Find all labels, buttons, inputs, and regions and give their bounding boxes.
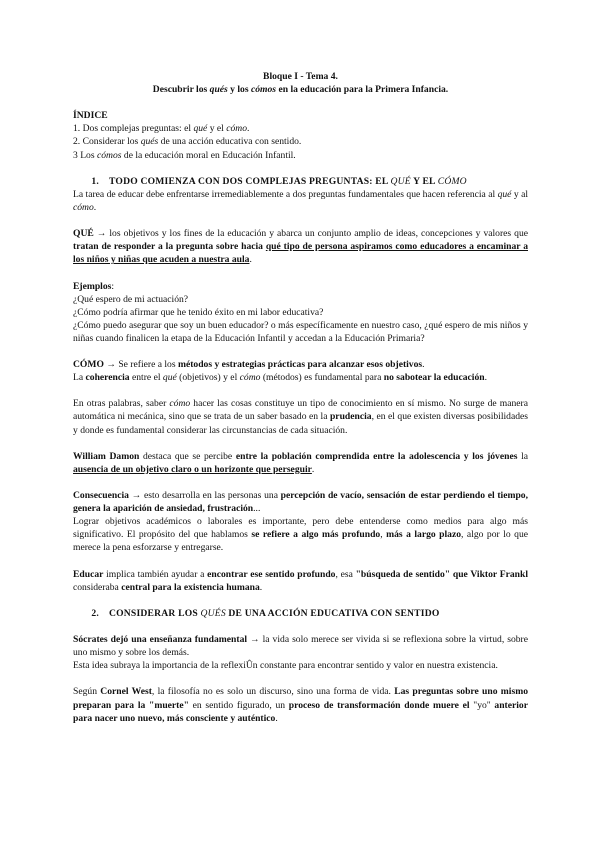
text-run: Educar bbox=[73, 568, 104, 580]
text-run: , algo por lo que merece la pena esforzarse y entregarse. bbox=[73, 529, 529, 554]
text-run: en la educación para la Primera Infancia bbox=[276, 84, 446, 96]
section-number: 1. bbox=[91, 175, 99, 187]
example-question bbox=[73, 293, 528, 306]
index-item-3 bbox=[73, 149, 528, 162]
text-run: . bbox=[247, 123, 250, 135]
text-run: Lograr objetivos académicos o laborales es importante, pero debe entenderse como medios para algo más significativo. El propósito del que hablamos bbox=[73, 516, 528, 541]
paragraph bbox=[73, 489, 528, 515]
text-run: de una acción educativa con sentido. bbox=[158, 136, 302, 148]
text-run: Descubrir los bbox=[152, 84, 210, 96]
text-run: y el bbox=[207, 123, 227, 135]
text-run: . bbox=[259, 581, 263, 593]
paragraph bbox=[73, 568, 528, 594]
text-run: encontrar ese sentido profundo bbox=[207, 568, 336, 580]
text-run: TODO COMIENZA CON DOS COMPLEJAS PREGUNTAS: EL bbox=[109, 175, 391, 187]
text-run: "muerte" bbox=[149, 699, 189, 711]
text-run: Bloque I - Tema 4. bbox=[263, 71, 338, 82]
text-run: Las preguntas sobre uno mismo preparan para la bbox=[73, 686, 528, 711]
text-run: (métodos) es fundamental para bbox=[260, 372, 384, 384]
text-run: Ejemplos bbox=[73, 280, 112, 292]
text-run: más a largo plazo bbox=[386, 529, 462, 541]
text-run: implica también ayudar a bbox=[103, 568, 208, 580]
text-run: 3 Los bbox=[73, 149, 97, 161]
index-heading bbox=[73, 109, 528, 122]
text-run: Sócrates dejó una enseñanza fundamental bbox=[73, 634, 248, 646]
text-run: "búsqueda de sentido" que Viktor Frankl bbox=[355, 568, 528, 580]
text-run: QUÉS bbox=[200, 607, 226, 619]
text-run: cómos bbox=[96, 149, 122, 161]
text-run: y al bbox=[511, 188, 528, 200]
text-run: CÓMO bbox=[437, 175, 467, 187]
text-run: → Se refiere a los bbox=[103, 359, 178, 371]
text-run: prudencia bbox=[329, 411, 372, 423]
paragraph bbox=[73, 515, 528, 554]
text-run: . bbox=[484, 372, 487, 384]
text-run: , la filosofía no es solo un discurso, sino una forma de vida. bbox=[151, 686, 395, 698]
text-run: cómo bbox=[73, 201, 94, 213]
text-run: la bbox=[517, 450, 529, 462]
text-run: qué tipo de persona aspiramos como educadores a encaminar a los niños y niñas que acuden a nuestra aula bbox=[73, 241, 528, 266]
text-run: cómo bbox=[239, 372, 261, 384]
text-run: (objetivos) y el bbox=[176, 372, 240, 384]
paragraph bbox=[73, 188, 528, 214]
document-subtitle bbox=[73, 83, 528, 96]
text-run: Consecuencia bbox=[73, 490, 129, 501]
section-2-heading bbox=[73, 607, 528, 620]
section-1-heading bbox=[73, 175, 528, 188]
text-run: consideraba bbox=[73, 581, 122, 593]
section-title bbox=[109, 608, 440, 619]
text-run: cómo bbox=[226, 123, 247, 135]
text-run: ¿Qué espero de mi actuación? bbox=[73, 293, 189, 305]
example-question bbox=[73, 319, 528, 345]
text-run: cómos bbox=[250, 84, 277, 96]
text-run: → esto desarrolla en las personas una bbox=[128, 490, 281, 501]
paragraph bbox=[73, 685, 528, 724]
text-run: 1. Dos complejas preguntas: el bbox=[73, 123, 194, 135]
section-title bbox=[109, 176, 467, 187]
text-run: entre el bbox=[129, 372, 163, 384]
text-run: . bbox=[311, 463, 315, 475]
text-run: CÓMO bbox=[73, 359, 104, 371]
text-run: anterior para nacer uno nuevo, más consciente y auténtico bbox=[73, 699, 528, 724]
text-run: cómo bbox=[169, 398, 191, 410]
text-run: La bbox=[73, 372, 86, 384]
index-item-1 bbox=[73, 122, 528, 135]
index-item-2 bbox=[73, 135, 528, 148]
paragraph bbox=[73, 633, 528, 659]
text-run: proceso de transformación donde muere el bbox=[288, 699, 470, 711]
text-run: qués bbox=[140, 136, 159, 148]
example-question bbox=[73, 306, 528, 319]
text-run: . bbox=[422, 359, 425, 371]
text-run: En otras palabras, saber bbox=[73, 398, 170, 410]
text-run: ¿Cómo podría afirmar que he tenido éxito en mi labor educativa? bbox=[73, 306, 324, 318]
text-run: en sentido figurado, un bbox=[188, 699, 289, 711]
text-run: destaca que se percibe bbox=[139, 450, 236, 462]
text-run: ... bbox=[253, 503, 261, 515]
text-run: ¿Cómo puedo asegurar que soy un buen educador? o más específicamente en nuestro caso, ¿qué espero de mis niños y niñas cuando finalicen la etapa de la Educación Infantil y accedan a la Educación Primaria? bbox=[73, 319, 528, 344]
text-run: Y EL bbox=[410, 175, 438, 187]
text-run: → la vida solo merece ser vivida si se reflexiona sobre la virtud, sobre uno mismo y sobre los demás. bbox=[73, 634, 528, 659]
text-run: , en el que existen diversas posibilidades y donde es fundamental considerar las circunstancias de cada situación. bbox=[73, 411, 528, 436]
text-run: coherencia bbox=[85, 372, 130, 384]
text-run: 2. Considerar los bbox=[73, 136, 141, 148]
text-run: → los objetivos y los fines de la educación y abarca un conjunto amplio de ideas, concepciones y valores que bbox=[93, 228, 528, 240]
paragraph bbox=[73, 397, 528, 436]
paragraph bbox=[73, 659, 528, 672]
text-run: percepción de vacío, sensación de estar perdiendo el tiempo, genera la aparición de ansiedad, frustración bbox=[73, 490, 528, 515]
text-run: William Damon bbox=[73, 450, 140, 462]
text-run: hacer las cosas constituye un tipo de conocimiento en sí mismo. No surge de manera automática ni mecánica, sino que se trata de un saber basado en la bbox=[73, 398, 528, 423]
paragraph-que bbox=[73, 227, 528, 266]
text-run: qué bbox=[162, 372, 177, 384]
paragraph bbox=[73, 450, 528, 476]
text-run: QUÉ bbox=[390, 175, 411, 187]
text-run: entre la población comprendida entre la adolescencia y los jóvenes bbox=[235, 450, 518, 462]
text-run: : bbox=[111, 280, 115, 292]
text-run: . bbox=[93, 201, 97, 213]
document-page bbox=[73, 70, 528, 725]
text-run: no sabotear la educación bbox=[383, 372, 485, 384]
text-run: qué bbox=[497, 188, 512, 200]
examples-label bbox=[73, 280, 528, 293]
text-run: y los bbox=[227, 84, 251, 96]
text-run: tratan de responder a la pregunta sobre hacia bbox=[73, 241, 266, 253]
section-number: 2. bbox=[91, 607, 99, 619]
text-run: Esta idea subraya la importancia de la reflexiÛn constante para encontrar sentido y valor en nuestra existencia. bbox=[73, 660, 498, 672]
text-run: . bbox=[275, 712, 278, 724]
text-run: ausencia de un objetivo claro o un horizonte que perseguir bbox=[73, 463, 312, 475]
text-run: de la educación moral en Educación Infantil. bbox=[121, 149, 296, 161]
text-run: , bbox=[380, 529, 387, 541]
text-run: La tarea de educar debe enfrentarse irremediablemente a dos preguntas fundamentales que hacen referencia al bbox=[73, 188, 498, 200]
text-run: Según bbox=[73, 686, 101, 698]
text-run: DE UNA ACCIÓN EDUCATIVA CON SENTIDO bbox=[225, 607, 440, 619]
text-run: CONSIDERAR LOS bbox=[109, 607, 201, 619]
text-run: ÍNDICE bbox=[73, 110, 108, 122]
text-run: se refiere a algo más profundo bbox=[251, 529, 381, 541]
paragraph-como bbox=[73, 358, 528, 371]
text-run: qué bbox=[193, 123, 208, 135]
text-run: Cornel West bbox=[100, 686, 152, 698]
text-run: QUÉ bbox=[73, 228, 94, 240]
text-run: qués bbox=[209, 84, 228, 96]
document-title bbox=[73, 70, 528, 83]
text-run: métodos y estrategias prácticas para alcanzar esos objetivos bbox=[177, 359, 423, 371]
paragraph bbox=[73, 371, 528, 384]
text-run: central para la existencia humana bbox=[121, 581, 260, 593]
text-run: , esa bbox=[335, 568, 356, 580]
text-run: "yo" bbox=[469, 699, 495, 711]
text-run: . bbox=[249, 254, 252, 266]
text-run: . bbox=[445, 84, 449, 96]
